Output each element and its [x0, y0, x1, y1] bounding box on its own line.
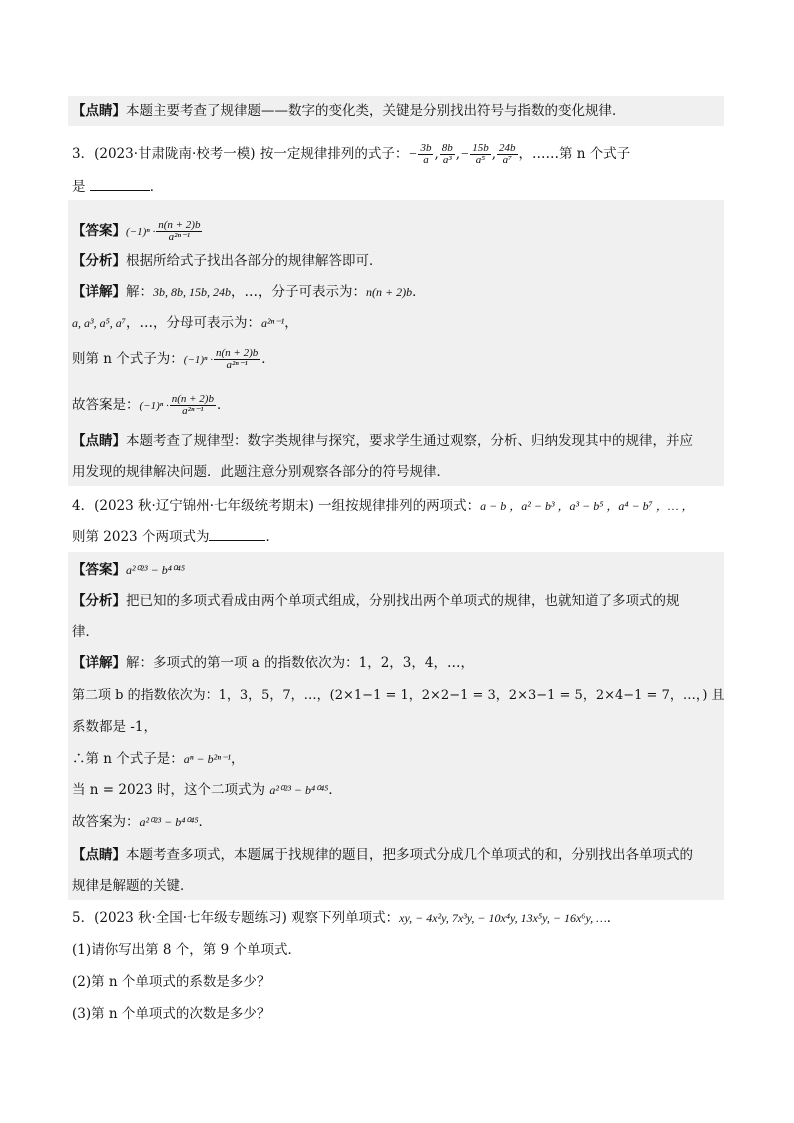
- q5-line1: 5．(2023 秋·全国·七年级专题练习) 观察下列单项式：: [72, 910, 400, 926]
- q3-dianjing-text-2: 用发现的规律解决问题．此题注意分别观察各部分的符号规律．: [72, 464, 450, 480]
- q3-frac-3-den: a⁵: [475, 154, 486, 166]
- q3-detail-4-den: a²ⁿ⁻¹: [182, 405, 204, 417]
- q3-detail-1d: n(n + 2)b: [366, 285, 413, 299]
- q4-analysis-text-2: 律．: [72, 624, 99, 640]
- q4-dianjing-1: [72, 845, 693, 865]
- q5-line1-end: ．: [606, 910, 621, 926]
- q3-detail-2a: a, a³, a⁵, a⁷: [72, 316, 126, 330]
- q4-detail-4b: aⁿ − b²ⁿ⁻¹: [183, 752, 231, 766]
- q3-detail-4-left: (−1)ⁿ ·: [139, 400, 169, 412]
- q3-detail-1c: ，…，分子可表示为：: [231, 284, 366, 300]
- q3-dianjing-text-1: 本题考查了规律型：数字类规律与探究，要求学生通过观察，分析、归纳发现其中的规律，并应: [126, 433, 693, 449]
- q5-sub1-text: (1)请你写出第 8 个，第 9 个单项式．: [72, 942, 301, 958]
- q3-dianjing-tag: 【点睛】: [72, 433, 126, 449]
- dianjing-top: [72, 101, 626, 121]
- q4-detail-6c: ．: [198, 814, 213, 830]
- q4-line2-prefix: 则第 2023 个两项式为: [72, 529, 210, 545]
- q4-dianjing-2: [72, 876, 194, 896]
- q3-detail-2: [72, 313, 298, 333]
- q3-detail-3: [72, 346, 275, 373]
- q4-dianjing-tag: 【点睛】: [72, 847, 126, 863]
- q3-detail-2b: ，…，分母可表示为：: [125, 315, 261, 331]
- q3-frac-1: [418, 143, 433, 166]
- q4-analysis-1: [72, 591, 680, 611]
- q4-detail-5c: ．: [328, 782, 342, 798]
- q3-answer-frac: [156, 220, 202, 243]
- q3-detail-4-frac: [170, 394, 216, 417]
- q5-sub1: [72, 940, 301, 960]
- q3-detail-3-left: (−1)ⁿ ·: [183, 354, 213, 366]
- q3-answer-blank[interactable]: [90, 178, 150, 191]
- dianjing-text: 本题主要考查了规律题——数字的变化类，关键是分别找出符号与指数的变化规律．: [126, 103, 626, 119]
- q4-detail-5a: 当 n = 2023 时，这个二项式为: [72, 782, 270, 798]
- q4-detail-2: [72, 686, 725, 706]
- q3-line2: [72, 177, 163, 197]
- q3-stem: 3．(2023·甘肃陇南·校考一模) 按一定规律排列的式子：− $\frac{3b}{a}$ , $\frac{8b}{\text{a³}}$ ,− $\frac{15b}{\text{a⁵}}$ , $\frac{24b}{\text{a⁷}}$ ，……第 n 个式子: [72, 142, 631, 166]
- q3-detail-2d: ，: [284, 315, 298, 331]
- q3-sign-1: −: [408, 146, 418, 161]
- q3-answer: [72, 218, 203, 245]
- q3-detail-2c: a²ⁿ⁻¹: [260, 316, 285, 330]
- q4-detail-4c: ，: [230, 751, 245, 767]
- q3-analysis-tag: 【分析】: [72, 253, 126, 269]
- q4-detail-5: [72, 780, 342, 800]
- q4-detail-6b: a²⁰²³ − b⁴⁰⁴⁵: [139, 815, 199, 829]
- q4-detail-text-2: 第二项 b 的指数依次为：1，3，5，7，…，(2×1−1 = 1，2×2−1 = 3，2×3−1 = 5，2×4−1 = 7，…，) 且: [72, 688, 725, 703]
- q3-analysis-text: 根据所给式子找出各部分的规律解答即可．: [126, 253, 383, 269]
- q3-detail-3-num: n(n + 2)b: [216, 347, 259, 359]
- q3-dianjing-2: [72, 462, 450, 482]
- q4-line1-math: a − b ，a² − b³ ，a³ − b⁵ ，a⁴ − b⁷ ，… ，: [480, 499, 694, 513]
- q4-dianjing-text-1: 本题考查多项式，本题属于找规律的题目，把多项式分成几个单项式的和，分别找出各单项式的: [126, 847, 693, 863]
- q3-detail-1: [72, 282, 426, 302]
- q3-detail-3a: 则第 n 个式子为：: [72, 351, 184, 367]
- q4-detail-1: [72, 653, 474, 673]
- q3-prefix: 3．(2023·甘肃陇南·校考一模) 按一定规律排列的式子：: [72, 146, 409, 162]
- q5-sub2-text: (2)第 n 个单项式的系数是多少？: [72, 974, 271, 990]
- q4-analysis-2: [72, 622, 99, 642]
- q3-detail-4-period: ．: [216, 397, 231, 413]
- q4-analysis-text-1: 把已知的多项式看成由两个单项式组成，分别找出两个单项式的规律，也就知道了多项式的规: [126, 593, 680, 609]
- q5-line1-math: xy, − 4x²y, 7x³y, − 10x⁴y, 13x⁵y, − 16x⁶y, …: [399, 911, 607, 925]
- q3-detail-3-den: a²ⁿ⁻¹: [226, 359, 248, 371]
- q5-stem: [72, 908, 620, 928]
- q3-detail-4-num: n(n + 2)b: [171, 393, 214, 405]
- q3-detail-1b: 3b, 8b, 15b, 24b: [153, 285, 231, 299]
- q5-sub3-text: (3)第 n 个单项式的次数是多少？: [72, 1006, 271, 1022]
- q3-dianjing-1: [72, 431, 693, 451]
- q4-analysis-tag: 【分析】: [72, 593, 126, 609]
- q3-line2-prefix: 是: [72, 179, 90, 195]
- q4-answer-tag: 【答案】: [72, 562, 126, 578]
- q3-detail-3-frac: [214, 348, 260, 371]
- q3-frac-2-num: 8b: [441, 142, 453, 154]
- q4-dianjing-text-2: 规律是解题的关键．: [72, 878, 194, 894]
- q3-suffix: ，……第 n 个式子: [518, 146, 631, 162]
- q3-detail-3-period: ．: [261, 351, 275, 367]
- q4-line2-suffix: ．: [265, 529, 279, 545]
- q4-line1: 4．(2023 秋·辽宁锦州·七年级统考期末) 一组按规律排列的两项式：: [72, 498, 481, 514]
- q3-frac-3-num: 15b: [472, 142, 489, 154]
- q4-detail-6: [72, 812, 212, 832]
- q3-frac-4-den: a⁷: [502, 154, 512, 166]
- q4-stem: [72, 496, 694, 516]
- q4-detail-3: [72, 717, 157, 737]
- q4-line2: [72, 527, 279, 547]
- q4-detail-tag: 【详解】: [72, 655, 126, 671]
- q4-detail-5b: a²⁰²³ − b⁴⁰⁴⁵: [269, 783, 329, 797]
- q4-answer-blank[interactable]: [209, 528, 265, 541]
- q5-sub2: [72, 972, 270, 992]
- q4-detail-4: [72, 749, 244, 769]
- q4-detail-6a: 故答案为：: [72, 814, 140, 830]
- dianjing-tag: 【点睛】: [72, 103, 126, 119]
- q4-answer-value: a²⁰²³ − b⁴⁰⁴⁵: [126, 563, 186, 577]
- q3-detail-tag: 【详解】: [72, 284, 126, 300]
- q3-detail-4a: 故答案是：: [72, 397, 140, 413]
- q3-frac-1-num: 3b: [420, 142, 432, 154]
- q3-frac-4-num: 24b: [499, 142, 516, 154]
- q3-frac-1-den: a: [423, 154, 429, 166]
- q4-detail-text-3: 系数都是 -1，: [72, 719, 157, 735]
- q3-answer-tag: 【答案】: [72, 223, 126, 239]
- q4-answer: [72, 560, 185, 580]
- q4-detail-4a: ∴第 n 个式子是：: [72, 751, 184, 767]
- q3-frac-3: [470, 143, 491, 166]
- q3-analysis: [72, 251, 383, 271]
- q3-sign-3: −: [460, 146, 470, 161]
- q3-line2-suffix: ．: [149, 179, 164, 195]
- q3-detail-4: [72, 392, 230, 419]
- q3-detail-1e: ．: [412, 284, 426, 300]
- q3-detail-1a: 解：: [126, 284, 153, 300]
- q3-frac-2-den: a³: [442, 154, 452, 166]
- q3-frac-2: [440, 143, 455, 166]
- q3-answer-den: a²ⁿ⁻¹: [168, 231, 191, 243]
- q3-answer-left: (−1)ⁿ ·: [126, 226, 156, 238]
- q5-sub3: [72, 1004, 270, 1024]
- q4-detail-text-1: 解：多项式的第一项 a 的指数依次为：1，2，3，4，…，: [126, 655, 474, 671]
- q3-answer-num: n(n + 2)b: [158, 219, 201, 231]
- q3-frac-4: [497, 143, 518, 166]
